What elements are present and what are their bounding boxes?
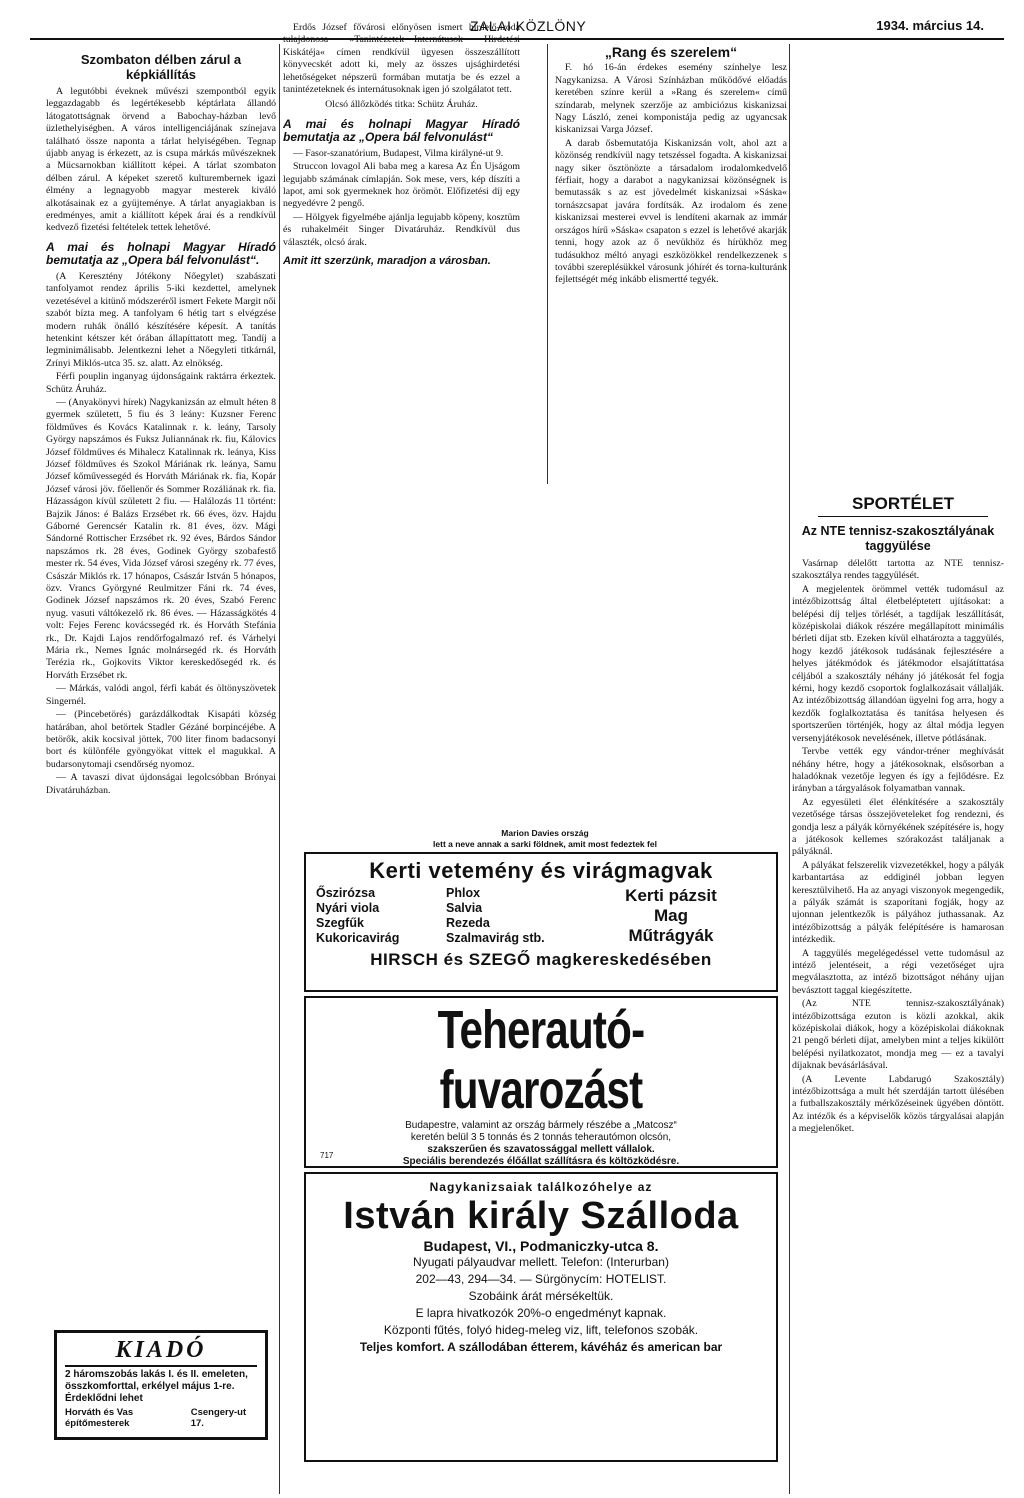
sport-column (792, 522, 1004, 1498)
ad-line: keretén belül 3 5 tonnás és 2 tonnás teherautómon olcsón, (410, 1132, 672, 1143)
kiado-contact: Horváth és Vas építőmesterek (65, 1407, 134, 1429)
article-paragraph: A megjelentek örömmel vették tudomásul az intézőbizottság által életbeléptetett ujításokat: a belépési díj teljes törlését, a tagdíjak leszállítását, középiskolai diákok részére megállapított minimális bérleti díjat stb. Ezeken kívül elhatározta a taggyülés, hogy kezdő játékosok tudásának fejlesztésére a helyes játékmódok és játékmodor elsajátíttatása céljából a szakosztály néhány jó játékosát fel fogja kérni, hogy kezdő csoportok foglalkozásait vállalják. Az intézőbizottság állandóan ügyelni fog arra, hogy a kezdők foglalkoztatása és tanítása helyesen és sportszerűen történjék, hogy az által módja legyen versenyjátékosok nevelésének, illetve pótlásának. (792, 583, 1004, 744)
ad-line: Teljes komfort. A szállodában étterem, kávéház és american bar (359, 1340, 723, 1354)
italic-notice: A mai és holnapi Magyar Híradó bemutatja az „Opera bál felvonulást“ (283, 116, 520, 144)
article-paragraph: A legutóbbi éveknek művészi szempontból egyik leggazdagabb és legértékesebb képtárlata állandó látogatottságnak örvend a Babochay-házban levő üzlethelyiségben. A város intelligenciájának színejava található össze naponta a tárlat helyiségében. Tegnap újabb anyag is érkezett, az is csupa márkás művészeknek a Mücsarnokban kiállított képei. A tárlat szombaton délben zárul. A képeket szerető kulturembernek igazi élmény a legnagyobb magyar mesterek kiváló alkotásainak ez a gyüjteménye. A tárlat anyagiakban is eredményes, amit a kiállított képek árai és a rendkívül kedvező fizetési feltételek tettek lehetővé. (46, 86, 276, 234)
article-title: „Rang és szerelem“ (604, 46, 738, 60)
ad-line: szakszerűen és szavatossággal mellett vállalok. (427, 1144, 655, 1155)
ad-item: Kukoricavirág (316, 931, 400, 945)
article-paragraph: Struccon lovagol Ali baba meg a karesa Az Én Ujságom legujabb számának címlapján. Sok mese, vers, kép díszíti a lapot, ami sok gyermeknek hoz örömöt. Előfizetési díj egy negyedévre 2 pengő. (283, 161, 520, 210)
ad-item: Őszirózsa (316, 886, 376, 900)
ad-line: Nyugati pályaudvar mellett. Telefon: (Interurban) (413, 1255, 669, 1269)
article-paragraph: — Márkás, valódi angol, férfi kabát és öltönyszövetek Singernél. (46, 683, 276, 707)
article-paragraph: — Fasor-szanatórium, Budapest, Vilma királyné-ut 9. (293, 147, 504, 159)
ad-line: Speciális berendezés élőállat szállításra és költözködésre. (402, 1156, 680, 1167)
ad-line: E lapra hivatkozók 20%-o engedményt kapnak. (415, 1306, 667, 1320)
ad-line: Budapestre, valamint az ország bármely részébe a „Matcosz“ (405, 1120, 677, 1131)
article-paragraph: (A Keresztény Jótékony Nőegylet) szabászati tanfolyamot rendez április 5-iki kezdettel, amelynek vezetésével a kitünő módszeréről ismert Fekete Margit női szabót bízta meg. A tanfolyam 6 hétig tart s elvégzése modern ruhák önálló készítésére képesít. A tanítás hetenkint kétszer két órában állapíttatott meg. Tandíj a legminimálisabb. Jelentkezni lehet a Nőegyleti titkárnál, Zrínyi Miklós-utca 35. sz. alatt. Az elnökség. (46, 270, 276, 369)
ad-footer: HIRSCH és SZEGŐ magkereskedésében (370, 950, 712, 969)
article-title: Szombaton délben zárul a képkiállítás (80, 52, 242, 82)
caption-line: Marion Davies ország (501, 828, 589, 838)
italic-notice: A mai és holnapi Magyar Híradó bemutatja az „Opera bál felvonulást“. (46, 239, 276, 267)
article-paragraph: Tervbe vették egy vándor-tréner meghívását néhány hétre, hogy a játékosoknak, elsősorban a haladóknak vezetője legyen és így a fejlődésre. Ez irányban a tárgyalások folyamatban vannak. (792, 746, 1004, 795)
ad-item: Műtrágyák (628, 926, 714, 945)
issue-date: 1934. március 14. (876, 18, 984, 33)
article-paragraph: Olcsó állőzködés titka: Schütz Áruház. (325, 99, 478, 111)
caption-line: lett a neve annak a sarki földnek, amit most fedeztek fel (433, 839, 657, 849)
ad-line: Nagykanizsaiak találkozóhelye az (429, 1180, 653, 1194)
kiado-body: 2 háromszobás lakás I. és II. emeleten, összkomforttal, erkélyel május 1-re. Érdeklődni lehet (65, 1369, 248, 1404)
column-divider (547, 44, 548, 484)
sport-subtitle: Az NTE tennisz-szakosztályának taggyülése (801, 524, 995, 553)
article-paragraph: (Az NTE tennisz-szakosztályának) intézőbizottsága ezuton is közli azokkal, akik középiskolai diákok, hogy a középiskolai diákoknak 21 pengő bérleti díjat, amelyben mint a teljes kikülött belépési nyilatkozatot, mondja meg — ez a tavalyi díjaknak bevásárlásával. (792, 998, 1004, 1072)
ad-item: Phlox (446, 886, 481, 900)
ad-number: 717 (320, 1151, 334, 1160)
ad-item: Szalmavirág stb. (446, 931, 545, 945)
article-paragraph: A pályákat felszerelik vizvezetékkel, hogy a pályák karbantartása az eddiginél jobban legyen keresztülvihető. Ha az anyagi viszonyok megengedik, a pályák számát is szaporítani fogják, hogy az ujonnan jelentkezők is pályához juthassanak. Az intézőbizottság a pályák felépítésére is hamarosan intézkedik. (792, 859, 1004, 946)
ad-title: István király Szálloda (343, 1195, 739, 1237)
kiado-address: Csengery-ut 17. (190, 1407, 247, 1429)
slogan: Amit itt szerzünk, maradjon a városban. (283, 255, 491, 268)
column-divider (279, 44, 280, 1494)
article-paragraph: A taggyülés megelégedéssel vette tudomásul az intéző jelentéseit, a régi vezetőséget ujra megválasztotta, az intéző bizottságot néhány ujjan bevásztott taggal kiegészítette. (792, 947, 1004, 996)
article-paragraph: (A Levente Labdarugó Szakosztály) intézőbizottsága a mult hét szerdáján tartott ülésében a futballszakosztály mérkőzéseinek ügyében döntött. Az intézők és a képviselők közös tárgyalásai alapján a megjelenőket. (792, 1073, 1004, 1135)
ad-item: Szegfűk (316, 916, 364, 930)
sport-section-title: SPORTÉLET (818, 494, 988, 517)
ad-line: Szobáink árát mérsékeltük. (468, 1289, 614, 1303)
teherauto-ad (304, 996, 778, 1168)
column-divider (789, 44, 790, 1494)
ad-item: Nyári viola (316, 901, 380, 915)
article-column-1 (46, 50, 276, 1490)
kiado-ad (54, 1330, 268, 1440)
article-paragraph: Az egyesületi élet élénkítésére a szakosztály vezetősége társas összejöveteleket fog rendezni, és gondja lesz a pályák környékének szépítésére is, hogy a játékosok kellemes szórakozást találjanak a pályáknál. (792, 796, 1004, 858)
ad-address: Budapest, VI., Podmaniczky-utca 8. (423, 1238, 659, 1254)
ad-line: 202—43, 294—34. — Sürgönycím: HOTELIST. (415, 1272, 667, 1286)
ad-line: Központi fűtés, folyó hideg-meleg viz, lift, telefonos szobák. (383, 1323, 699, 1337)
ad-item: Kerti pázsit (625, 886, 717, 905)
newspaper-title: ZALAI KÖZLÖNY (470, 18, 587, 34)
article-column-3 (555, 46, 787, 516)
kerti-ad (304, 852, 778, 992)
hotel-ad (304, 1172, 778, 1462)
article-paragraph: — (Anyakönyvi hírek) Nagykanizsán az elmult héten 8 gyermek született, 5 fiu és 3 leány: Kuzsner Ferenc földműves és Kovács Katalinnak r. k. leány, Tarsoly György napszámos és Fuksz Juliannának rk. fiu, Kálovics József földműves és Mihalecz Katalinnak rk. leánya, Kiss József földműves és Szokol Máriának rk. leánya, Samu József kőművessegéd és Horváth Máriának rk. fia, Kopár József városi jöv. főellenőr és Sommer Rozáliának rk. fia. Házasságon kívül született 2 fiu. — Halálozás 11 történt: Bajzik János: é Balázs Erzsébet rk. 66 éves, özv. Hajdu Gáborné Gerencsér Katalin rk. 81 éves, özv. Mági Sándorné Rottischer Erzsébet rk. 92 éves, Bárdos Sándor napszámos rk. 28 éves, Godinek György szobafestő mester rk. 54 éves, Vida József városi szegény rk. 77 éves, Császár Miklós rk. 17 hónapos, Császár István 5 hónapos, özv. Vrancs Györgyné Reulmitzer Fáni rk. 74 éves, Godinek József napszámos rk. 20 éves, Szabó Ferenc nyug. vasuti váltókezelő rk. 86 éves. — Házasságkötés 4 volt: Fejes Ferenc kovácssegéd rk. és Horváth Stefánia rk., Dr. Kajdi Lajos rendőrfogalmazó ref. és Várhelyi Mária rk., Nemes Ignác molnársegéd rk. és Horváth Terézia rk., Gojkovits Viktor kereskedősegéd rk. és Horváth Erzsébet rk. (46, 396, 276, 681)
ad-item: Salvia (446, 901, 483, 915)
article-column-2 (283, 22, 520, 492)
article-paragraph: — A tavaszi divat újdonságai legolcsóbban Brónyai Divatáruházban. (46, 772, 276, 796)
ad-title: Teherautó-fuvarozást (437, 1000, 645, 1120)
article-paragraph: A darab ősbemutatója Kiskanizsán volt, ahol azt a közönség rendkívül nagy tetszéssel fogadta. A kiskanizsai nagy siker ösztönözte a társadalom irodalomkedvelő férfiait, hogy a darabot a nagykanizsai közönségnek is bemutassák s az est jövedelmét kiskanizsai »Sáska« tornászcsapat javára fordítsák. Az irodalom és zene kiskanizsai mesterei evvel is lendíteni akarnak az immár országos hírű »Sáska« csapaton s ezzel is lehetővé akarják tenni, hogy azok az ő nevükhöz és hírükhöz meg tudásukhoz méltó anyagi eszközökkel rendelkezzenek s további szereplésükkel városunk jóhírét és torna-kulturánk fejlettségét még inkább elismertté tegyék. (555, 137, 787, 286)
article-paragraph: Férfi pouplin inganyag újdonságaink raktárra érkeztek. Schütz Áruház. (46, 371, 276, 395)
ad-item: Mag (654, 906, 688, 925)
article-paragraph: Erdős József fővárosi előnyösen ismert hirdető-iroda tulajdonosa »Tanintézetek—Internátusok Hirdetési Kiskátéja« címen rendkívül ügyesen összeszállított könyvecskét adott ki, mely az összes ujsághirdetési lehetőségeket népszerű formában mutatja be és ezzel a tanintézeteknek és internátusoknak igen jó szolgálatot tett. (283, 22, 520, 96)
article-paragraph: — (Pincebetörés) garázdálkodtak Kisapáti község határában, ahol betörtek Stadler Gézáné borpincéjébe. A betörők, akik kocsival jöttek, 700 liter finom badacsonyi bort és különféle gyöngyökat vittek el magukkal. A budarsonytomaji csendőrség nyomoz. (46, 709, 276, 770)
article-paragraph: F. hó 16-án érdekes esemény színhelye lesz Nagykanizsa. A Városi Színházban működővé előadás keretében színre kerül a »Rang és szerelem« című színdarab, melynek szerzője az ambiciózus kiskanizsai Nagy László, zenei komponistája pedig az ugyancsak kiskanizsai Varga József. (555, 62, 787, 136)
ad-title: Kerti vetemény és virágmagvak (369, 858, 713, 883)
article-paragraph: Vasárnap délelőtt tartotta az NTE tennisz-szakosztálya rendes taggyülését. (792, 558, 1004, 582)
kiado-title: KIADÓ (65, 1335, 257, 1367)
ad-item: Rezeda (446, 916, 490, 930)
article-paragraph: — Hölgyek figyelmébe ajánlja legujabb köpeny, kosztüm és ruhakelméit Singer Divatáruház. Rendkívül dus választék, olcsó árak. (283, 211, 520, 248)
